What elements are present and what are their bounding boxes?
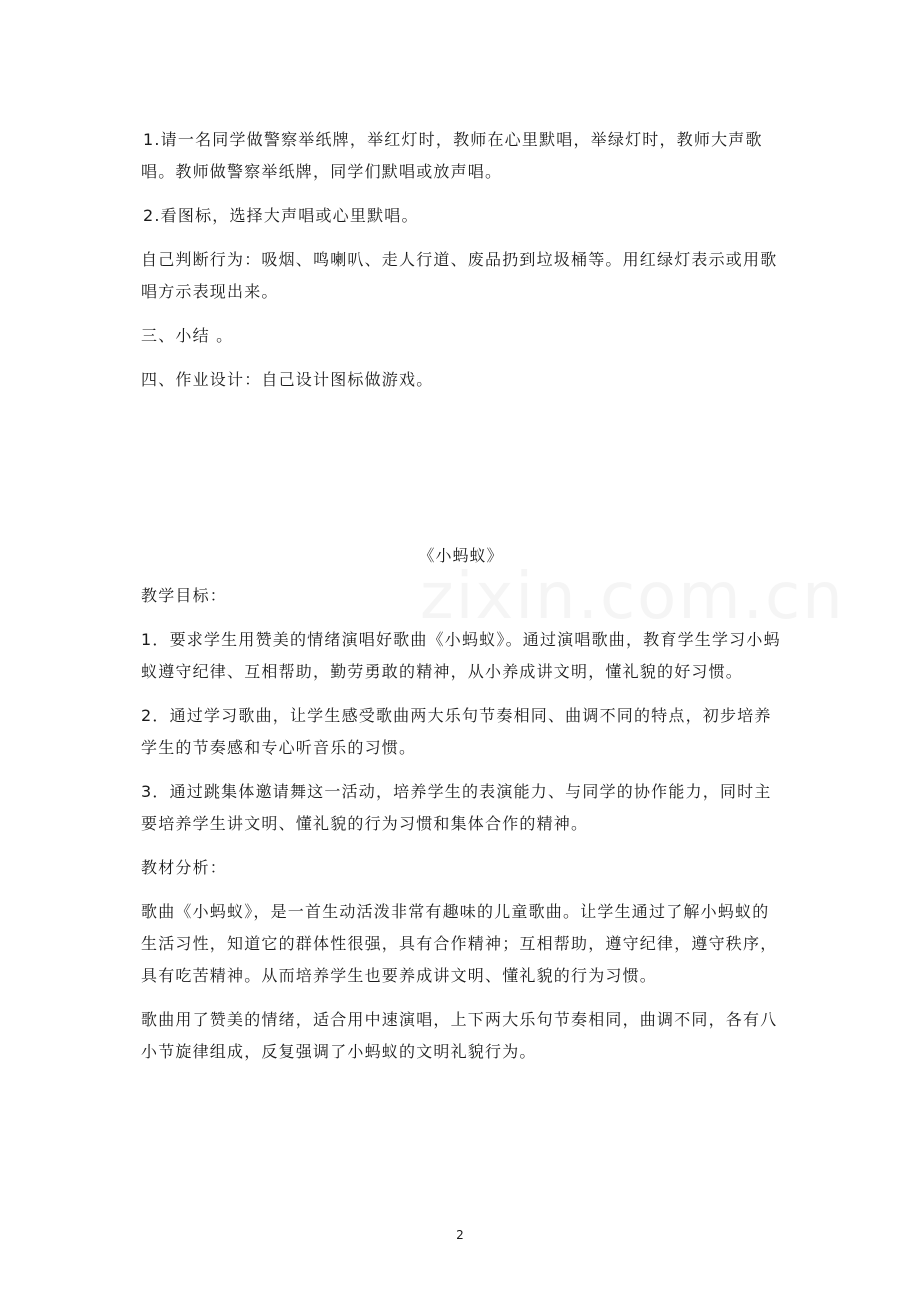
paragraph-goal-3: 3．通过跳集体邀请舞这一活动，培养学生的表演能力、与同学的协作能力，同时主要培养学生讲文明、懂礼貌的行为习惯和集体合作的精神。 [141,782,772,833]
heading-teaching-goals: 教学目标： [141,586,228,605]
lesson-title: 《小蚂蚁》 [418,546,504,565]
paragraph-analysis-2: 歌曲用了赞美的情绪，适合用中速演唱，上下两大乐句节奏相同，曲调不同，各有八小节旋律组成，反复强调了小蚂蚁的文明礼貌行为。 [141,1010,778,1061]
paragraph-self-judgement: 自己判断行为：吸烟、鸣喇叭、走人行道、废品扔到垃圾桶等。用红绿灯表示或用歌唱方示表现出来。 [141,250,778,301]
watermark: zixin.com.cn [420,560,845,634]
paragraph-activity-1: 1.请一名同学做警察举纸牌，举红灯时，教师在心里默唱，举绿灯时，教师大声歌唱。教师做警察举纸牌，同学们默唱或放声唱。 [141,130,763,181]
heading-material-analysis: 教材分析： [141,858,228,877]
paragraph-activity-2: 2.看图标，选择大声唱或心里默唱。 [143,206,419,225]
activity-section [141,124,781,396]
paragraph-goal-1: 1．要求学生用赞美的情绪演唱好歌曲《小蚂蚁》。通过演唱歌曲，教育学生学习小蚂蚁遵守纪律、互相帮助，勤劳勇敢的精神，从小养成讲文明，懂礼貌的好习惯。 [141,630,781,681]
page-number: 2 [456,1228,464,1242]
heading-summary: 三、小结 。 [141,326,234,345]
lesson-section [141,580,781,1068]
paragraph-goal-2: 2．通过学习歌曲，让学生感受歌曲两大乐句节奏相同、曲调不同的特点，初步培养学生的节奏感和专心听音乐的习惯。 [141,706,772,757]
heading-homework: 四、作业设计：自己设计图标做游戏。 [141,370,434,389]
paragraph-analysis-1: 歌曲《小蚂蚁》，是一首生动活泼非常有趣味的儿童歌曲。让学生通过了解小蚂蚁的生活习性，知道它的群体性很强，具有合作精神；互相帮助，遵守纪律，遵守秩序，具有吃苦精神。从而培养学生也要养成讲文明、懂礼貌的行为习惯。 [141,902,778,985]
